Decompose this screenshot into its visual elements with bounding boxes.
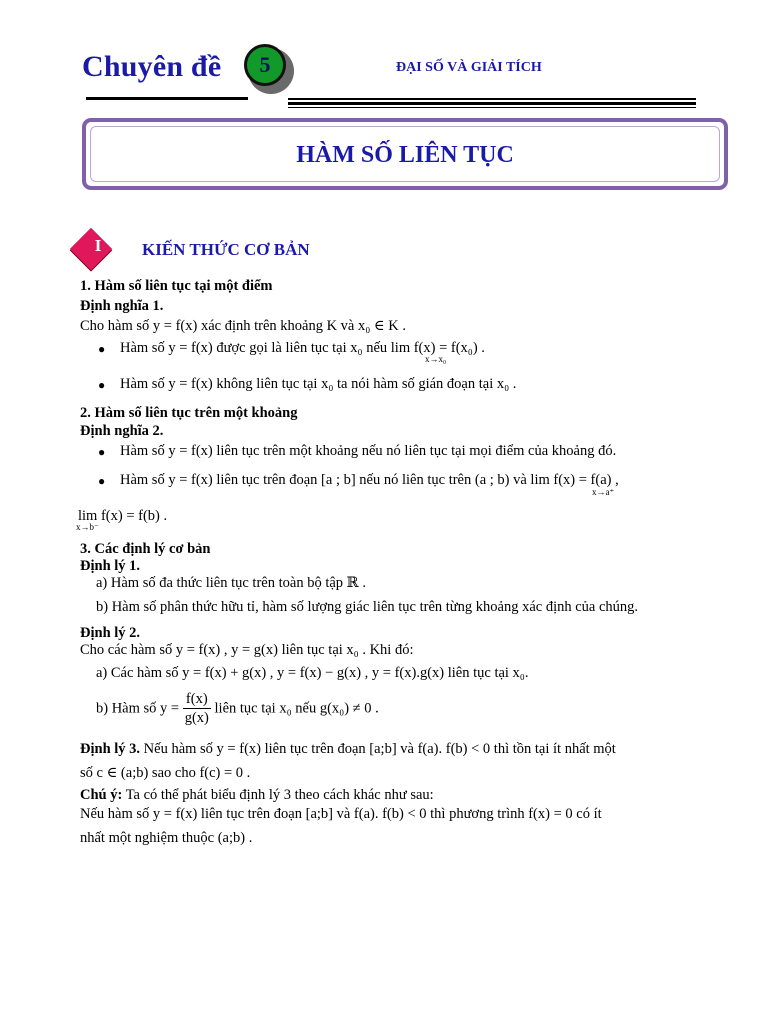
limit-subscript: x→b⁻ [76, 522, 99, 532]
header-rule-right [288, 98, 696, 100]
section-number: I [94, 236, 102, 255]
bullet-icon: ● [98, 474, 106, 488]
heading-1: 1. Hàm số liên tục tại một điểm [80, 278, 273, 294]
fraction-numerator: f(x) [183, 690, 211, 709]
theorem-2-b-suffix: liên tục tại x₀ nếu g(x₀) ≠ 0 . [214, 700, 379, 717]
theorem-1-b: b) Hàm số phân thức hữu tỉ, hàm số lượng giác liên tục trên từng khoảng xác định của chúng. [96, 599, 639, 615]
theorem-3 [80, 741, 616, 758]
theorem-1-a: a) Hàm số đa thức liên tục trên toàn bộ tập ℝ . [96, 575, 366, 591]
theorem-2-label: Định lý 2. [80, 625, 141, 641]
definition-1-text: Cho hàm số y = f(x) xác định trên khoảng K và x₀ ∈ K . [80, 318, 406, 334]
theorem-2-b [96, 690, 379, 727]
bullet-discontinuous: Hàm số y = f(x) không liên tục tại x₀ ta nói hàm số gián đoạn tại x₀ . [120, 376, 517, 392]
page-title: HÀM SỐ LIÊN TỤC [296, 142, 514, 168]
fraction-denominator: g(x) [184, 710, 209, 726]
theorem-2-a: a) Các hàm số y = f(x) + g(x) , y = f(x) − g(x) , y = f(x).g(x) liên tục tại x₀. [96, 665, 529, 681]
limit-continuation: lim f(x) = f(b) . [78, 508, 168, 524]
theorem-3-text: Nếu hàm số y = f(x) liên tục trên đoạn [a;b] và f(a). f(b) < 0 thì tồn tại ít nhất một [143, 741, 616, 757]
chapter-label: Chuyên đề [82, 50, 222, 83]
heading-3: 3. Các định lý cơ bản [80, 541, 211, 557]
section-title: KIẾN THỨC CƠ BẢN [142, 240, 310, 259]
note-label: Chú ý: [80, 787, 123, 803]
heading-2: 2. Hàm số liên tục trên một khoảng [80, 405, 298, 421]
theorem-2-b-prefix: b) Hàm số y = [96, 700, 180, 717]
bullet-icon: ● [98, 342, 106, 356]
bullet-continuous-interval: Hàm số y = f(x) liên tục trên một khoảng nếu nó liên tục tại mọi điểm của khoảng đó. [120, 443, 617, 459]
bullet-continuous-point: Hàm số y = f(x) được gọi là liên tục tại x₀ nếu lim f(x) = f(x₀) . [120, 340, 485, 356]
subject-label: ĐẠI SỐ VÀ GIẢI TÍCH [396, 60, 542, 75]
bullet-icon: ● [98, 445, 106, 459]
definition-1-label: Định nghĩa 1. [80, 298, 164, 314]
limit-subscript: x→a⁺ [592, 487, 615, 497]
theorem-3-label: Định lý 3. [80, 741, 141, 757]
note-line-2: nhất một nghiệm thuộc (a;b) . [80, 830, 253, 846]
chapter-number-badge: 5 [244, 44, 286, 86]
limit-subscript: x→x₀ [425, 354, 447, 364]
note-text: Ta có thể phát biểu định lý 3 theo cách khác như sau: [125, 787, 434, 803]
fraction [183, 690, 211, 727]
title-frame [82, 118, 728, 190]
header-rule-right-thin [288, 107, 696, 108]
theorem-2-text: Cho các hàm số y = f(x) , y = g(x) liên tục tại x₀ . Khi đó: [80, 642, 414, 658]
header-rule-right-thick [288, 102, 696, 105]
header-rule-left [86, 97, 248, 100]
bullet-continuous-segment: Hàm số y = f(x) liên tục trên đoạn [a ; b] nếu nó liên tục trên (a ; b) và lim f(x) = f(a) , [120, 472, 619, 488]
theorem-3-continuation: số c ∈ (a;b) sao cho f(c) = 0 . [80, 765, 251, 781]
note-line-1: Nếu hàm số y = f(x) liên tục trên đoạn [a;b] và f(a). f(b) < 0 thì phương trình f(x) = 0 có ít [80, 806, 602, 822]
definition-2-label: Định nghĩa 2. [80, 423, 164, 439]
theorem-1-label: Định lý 1. [80, 558, 141, 574]
note [80, 787, 434, 804]
bullet-icon: ● [98, 378, 106, 392]
